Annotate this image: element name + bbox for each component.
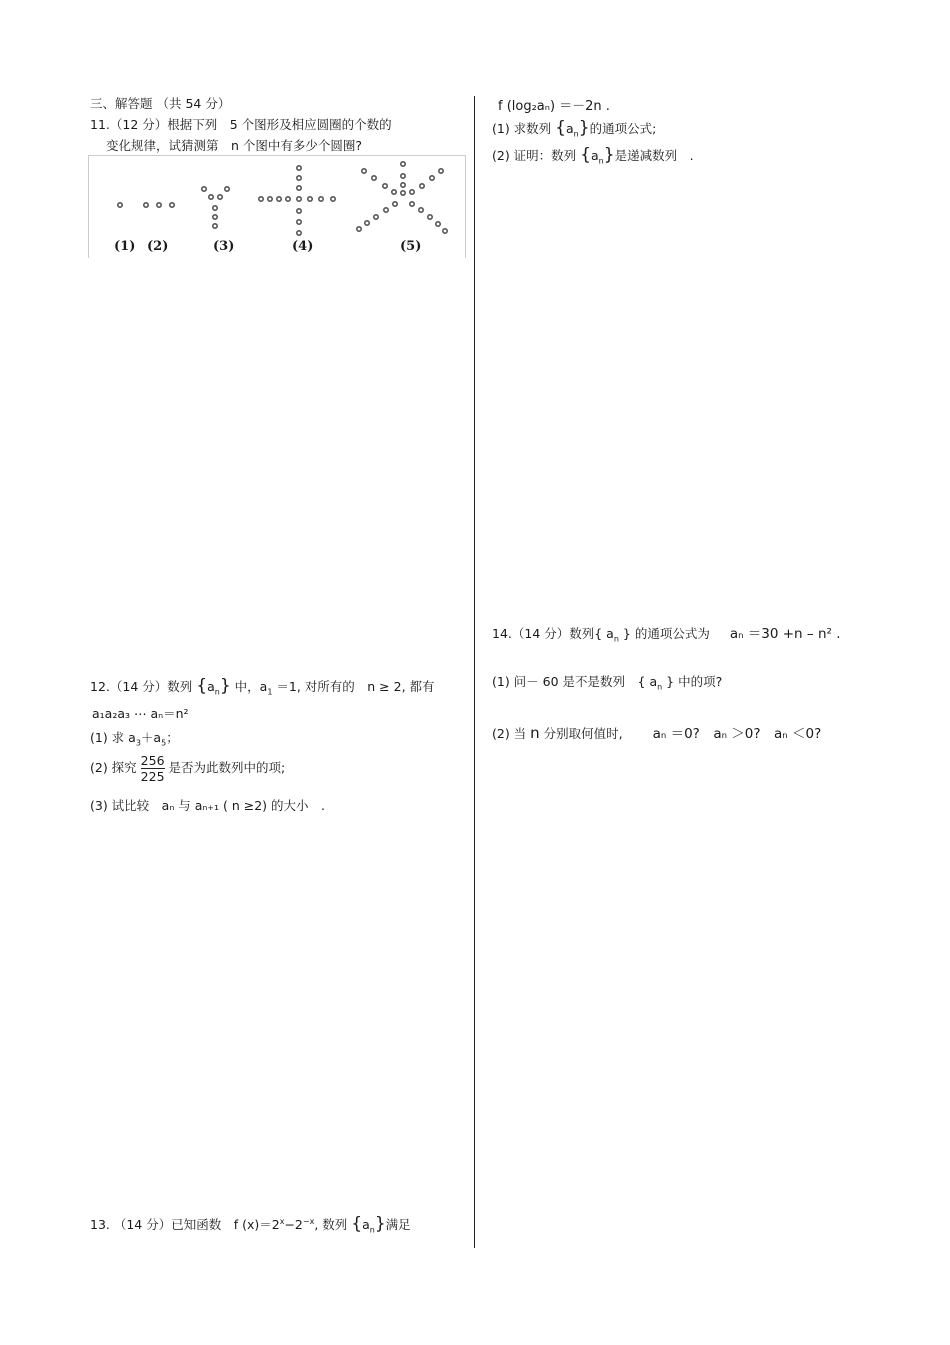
q13-continuation: f (log₂aₙ) ＝－2n . (498, 99, 610, 114)
fraction: $\frac{256}{225}$ (140, 753, 165, 784)
q13-part2: (2) 证明：数列 $\{a_n\}$是递减数列 . (492, 145, 694, 166)
column-divider (474, 96, 475, 1248)
q12-part2: (2) 探究 $\frac{256}{225}$ 是否为此数列中的项; (90, 753, 286, 784)
q12-part3: (3) 试比较 aₙ 与 aₙ₊₁ ( n ≥2) 的大小 . (90, 798, 325, 813)
fig-label-4: (4) (292, 239, 314, 254)
q12-intro: 12.（14 分）数列 $\{a_n\}$ 中，$a_1 =1$, 对所有的 n ≥ 2, 都有 (90, 676, 435, 697)
q11-figure (88, 155, 466, 258)
q12-product: a₁a₂a₃ ⋯ aₙ＝n² (92, 706, 189, 721)
fig-label-5: (5) (400, 239, 422, 254)
q11-line2: 变化规律，试猜测第 n 个图中有多少个圆圈? (106, 138, 363, 153)
q14-line1: 14.（14 分）数列{ $a_n$ } 的通项公式为 aₙ ＝30 +n – n² . (492, 626, 841, 644)
q11-line1: 11.（12 分）根据下列 5 个图形及相应圆圈的个数的 (90, 117, 392, 132)
q14-part2: (2) 当 n 分别取何值时, aₙ ＝0? aₙ ＞0? aₙ ＜0? (492, 724, 822, 742)
q13-part1: (1) 求数列 $\{a_n\}$的通项公式; (492, 118, 657, 139)
q13-line1: 13. （14 分）已知函数 f $(x)=2^x-2^{-x}$, 数列 $\{a_n\}$满足 (90, 1214, 411, 1235)
fig-label-3: (3) (213, 239, 235, 254)
q14-part1: (1) 问－ 60 是不是数列 { $a_n$ } 中的项? (492, 674, 723, 692)
fig-label-2: (2) (147, 239, 169, 254)
fig-label-1: (1) (114, 239, 136, 254)
section-header: 三、解答题 （共 54 分） (90, 96, 231, 111)
q12-part1: (1) 求 $a_3+a_5$； (90, 730, 179, 748)
